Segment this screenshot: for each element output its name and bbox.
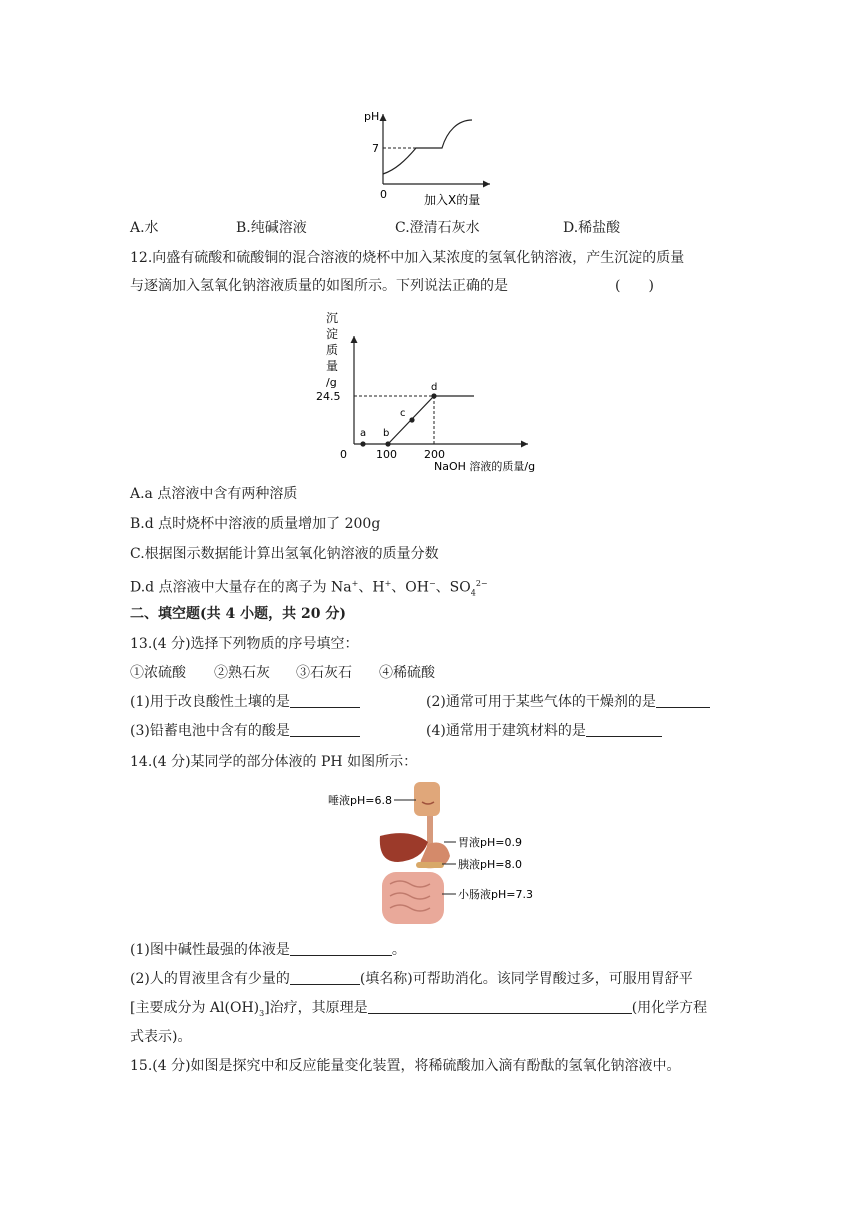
- q12-option-d: D.d 点溶液中大量存在的离子为 Na+、H+、OH−、$SO_4^{2-}$: [130, 579, 488, 598]
- q12-answer-paren: ( ): [615, 278, 654, 294]
- y-label-1: 沉: [326, 311, 339, 325]
- q11-option-a: A.水: [130, 220, 159, 236]
- q11-option-d: D.稀盐酸: [563, 220, 621, 236]
- ph-curve: [383, 120, 472, 174]
- q14-sub2-line2: [主要成分为 $Al(OH)_3$]治疗，其原理是 (用化学方程: [130, 1000, 708, 1018]
- point-c-label: c: [400, 408, 406, 419]
- pancreas-illustration: [416, 862, 444, 868]
- intestinal-label: 小肠液pH=7.3: [458, 888, 533, 901]
- y-label-4: 量: [326, 359, 339, 373]
- saliva-label: 唾液pH=6.8: [328, 794, 392, 807]
- answer-blank[interactable]: [290, 693, 360, 708]
- ph-curve-figure: [350, 106, 510, 208]
- q14-sub2-line3: 式表示)。: [130, 1029, 192, 1045]
- precipitate-mass-figure: [308, 308, 568, 476]
- point-d-label: d: [431, 382, 438, 393]
- q12-option-c: C.根据图示数据能计算出氢氧化钠溶液的质量分数: [130, 546, 439, 562]
- answer-blank[interactable]: [290, 970, 360, 985]
- point-b-label: b: [383, 428, 390, 439]
- q13-choice-3: ③石灰石: [296, 665, 352, 681]
- point-b: [385, 441, 390, 446]
- q12-stem-line1: 12.向盛有硫酸和硫酸铜的混合溶液的烧杯中加入某浓度的氢氧化钠溶液，产生沉淀的质量: [130, 250, 685, 266]
- x-axis-label: 加入X的量: [424, 193, 481, 207]
- q11-option-b: B.纯碱溶液: [236, 220, 307, 236]
- point-a: [360, 441, 365, 446]
- q12-option-b: B.d 点时烧杯中溶液的质量增加了 200g: [130, 516, 381, 532]
- q12-option-a: A.a 点溶液中含有两种溶质: [130, 486, 298, 502]
- point-c: [409, 417, 414, 422]
- head-illustration: [414, 782, 440, 816]
- q13-sub2: (2)通常可用于某些气体的干燥剂的是: [426, 692, 710, 712]
- q12-stem-line2: 与逐滴加入氢氧化钠溶液质量的如图所示。下列说法正确的是: [130, 278, 508, 294]
- origin-label: 0: [380, 188, 387, 201]
- x-tick-100: 100: [376, 448, 397, 461]
- section-heading: 二、填空题(共 4 小题，共 20 分): [130, 606, 346, 622]
- precipitate-line: [388, 396, 474, 444]
- y-axis-label: pH: [364, 110, 380, 123]
- q13-choice-1: ①浓硫酸: [130, 665, 186, 681]
- answer-blank[interactable]: [290, 941, 392, 956]
- pancreatic-label: 胰液pH=8.0: [458, 858, 522, 871]
- q13-sub4: (4)通常用于建筑材料的是: [426, 721, 662, 741]
- y-label-2: 淀: [326, 327, 339, 341]
- answer-blank[interactable]: [368, 999, 632, 1014]
- q13-sub1: (1)用于改良酸性土壤的是: [130, 692, 360, 712]
- y-label-5: /g: [326, 376, 337, 389]
- gastric-label: 胃液pH=0.9: [458, 836, 522, 849]
- y-tick-7: 7: [372, 142, 379, 155]
- q13-stem: 13.(4 分)选择下列物质的序号填空：: [130, 636, 359, 652]
- answer-blank[interactable]: [656, 693, 710, 708]
- x-tick-200: 200: [424, 448, 445, 461]
- digestive-system-figure: [324, 780, 536, 930]
- y-value-label: 24.5: [316, 390, 341, 403]
- q14-stem: 14.(4 分)某同学的部分体液的 PH 如图所示：: [130, 754, 418, 770]
- answer-blank[interactable]: [586, 722, 662, 737]
- x-axis-label: NaOH 溶液的质量/g: [434, 460, 536, 473]
- origin-label: 0: [340, 448, 347, 461]
- q11-option-c: C.澄清石灰水: [395, 220, 480, 236]
- q14-sub1: (1)图中碱性最强的体液是 。: [130, 942, 406, 958]
- answer-blank[interactable]: [290, 722, 360, 737]
- y-label-3: 质: [326, 343, 339, 357]
- liver-illustration: [380, 833, 428, 862]
- q13-choice-4: ④稀硫酸: [379, 665, 435, 681]
- q13-sub3: (3)铅蓄电池中含有的酸是: [130, 721, 360, 741]
- q14-sub2-line1: (2)人的胃液里含有少量的 (填名称)可帮助消化。该同学胃酸过多，可服用胃舒平: [130, 971, 693, 987]
- q15-stem: 15.(4 分)如图是探究中和反应能量变化装置，将稀硫酸加入滴有酚酞的氢氧化钠溶液中。: [130, 1058, 681, 1074]
- point-a-label: a: [360, 428, 367, 439]
- q13-choice-2: ②熟石灰: [214, 665, 270, 681]
- point-d: [431, 393, 436, 398]
